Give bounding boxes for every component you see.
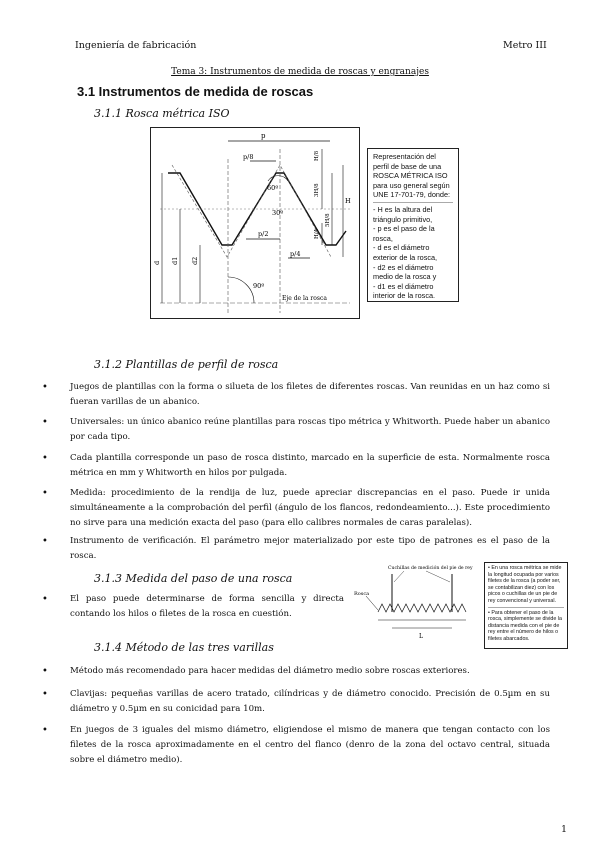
fig-label-d2: d2 [191,256,199,265]
legend-d1: - d1 es el diámetro interior de la rosca. [373,281,436,301]
fig-label-p8: p/8 [243,153,254,161]
pitch-info-2: • Para obtener el paso de la rosca, simplemente se divide la distancia medida con el pie de rey entre el número de hilos o filetes abarcados. [488,609,562,642]
bullet-icon: • [42,689,48,700]
legend-intro: Representación del perfil de base de una ROSCA MÉTRICA ISO para uso general según UNE 17-701-79, donde: [373,152,451,200]
iso-thread-profile-figure [150,127,360,319]
fig-label-30: 30º [272,209,284,217]
legend-h: - H es la altura del triángulo primitivo, [373,204,433,224]
fig-label-p2: p/2 [258,230,269,238]
legend-p: - p es el paso de la rosca, [373,224,435,243]
bullet-icon: • [42,453,48,464]
list-item: • En juegos de 3 iguales del mismo diámetro, eligiendose el mismo de manera que tengan contacto con los filetes de la rosca aproximadamente en el centro del flanco (denro de la zona del octavo central, situada sobre el diámetro medio). [42,725,550,765]
fig-label-axis: Eje de la rosca [282,295,327,302]
pitch-info-1: • En una rosca métrica se mide la longitud ocupada por varios filetes de la rosca (a poder ser, se contabilizan diez) con los picos o cuchillas de un pie de rey convencional y universal. [488,565,562,604]
fig-label-d: d [153,260,161,265]
iso-thread-legend-box [367,148,459,302]
fig-label-h58: 5H/8 [325,213,331,227]
fig-label-90: 90º [253,282,265,290]
bullet-icon: • [42,594,48,605]
fig-label-h8: H/8 [314,150,320,161]
legend-d2: - d2 es el diámetro medio de la rosca y [373,262,437,282]
fig-label-L: L [419,633,423,640]
fig-label-p4: p/4 [290,250,301,258]
list-item: • Clavijas: pequeñas varillas de acero tratado, cilíndricas y de diámetro conocido. Precisión de 0.5µm en su diámetro y 0.5µm en su conicidad para 10m. [42,689,550,714]
page-number: 1 [561,824,568,835]
bullet-icon: • [42,488,48,499]
list-item: • Universales: un único abanico reúne plantillas para roscas tipo métrica y Whitworth. Puede haber un abanico por cada tipo. [42,417,550,442]
legend-d: - d es el diámetro exterior de la rosca, [373,243,438,262]
fig-label-H: H [345,197,351,205]
subsection-heading-2: 3.1.2 Plantillas de perfil de rosca [94,358,279,371]
bullet-icon: • [42,382,48,393]
pitch-measurement-figure [352,562,480,644]
list-item: • El paso puede determinarse de forma sencilla y directa contando los hilos o filetes de la rosca en cuestión. [42,594,344,619]
fig-label-cuchillas: Cuchillas de medición del pie de rey [388,566,473,571]
fig-label-h38: 3H/8 [314,183,320,197]
list-item: • Instrumento de verificación. El parámetro mejor materializado por este tipo de patrones es el paso de la rosca. [42,536,550,561]
subsection-heading-3: 3.1.3 Medida del paso de una rosca [94,572,293,585]
fig-label-60: 60º [267,184,279,192]
header-left: Ingeniería de fabricación [75,40,197,51]
fig-label-d1: d1 [171,256,179,265]
section-heading: 3.1 Instrumentos de medida de roscas [77,84,314,99]
bullet-icon: • [42,417,48,428]
bullet-icon: • [42,536,48,547]
subsection-heading-4: 3.1.4 Método de las tres varillas [94,641,274,654]
bullet-icon: • [42,666,48,677]
list-item: • Medida: procedimiento de la rendija de luz, puede apreciar discrepancias en el paso. Puede ir unida simultáneamente a la comprobación del perfil (ángulo de los flancos, redondeamiento...). Este procedimiento no sirve para una medición exacta del paso (para ello calibres normales de caras paralelas). [42,488,550,528]
header-right: Metro III [503,40,547,51]
list-item: • Juegos de plantillas con la forma o silueta de los filetes de diferentes roscas. Van reunidas en un haz como si fueran varillas de un abanico. [42,382,550,407]
list-item: • Cada plantilla corresponde un paso de rosca distinto, marcado en la superficie de esta. Normalmente rosca métrica en mm y Whitworth en hilos por pulgada. [42,453,550,478]
list-item: • Método más recomendado para hacer medidas del diámetro medio sobre roscas exteriores. [42,666,470,677]
fig-label-rosca: Rosca [354,591,370,597]
subsection-heading-1: 3.1.1 Rosca métrica ISO [94,107,230,120]
fig-label-p: p [261,132,266,140]
pitch-info-box [484,562,568,649]
document-title: Tema 3: Instrumentos de medida de roscas y engranajes [171,67,429,77]
fig-label-h4: H/4 [314,228,320,239]
bullet-icon: • [42,725,48,736]
